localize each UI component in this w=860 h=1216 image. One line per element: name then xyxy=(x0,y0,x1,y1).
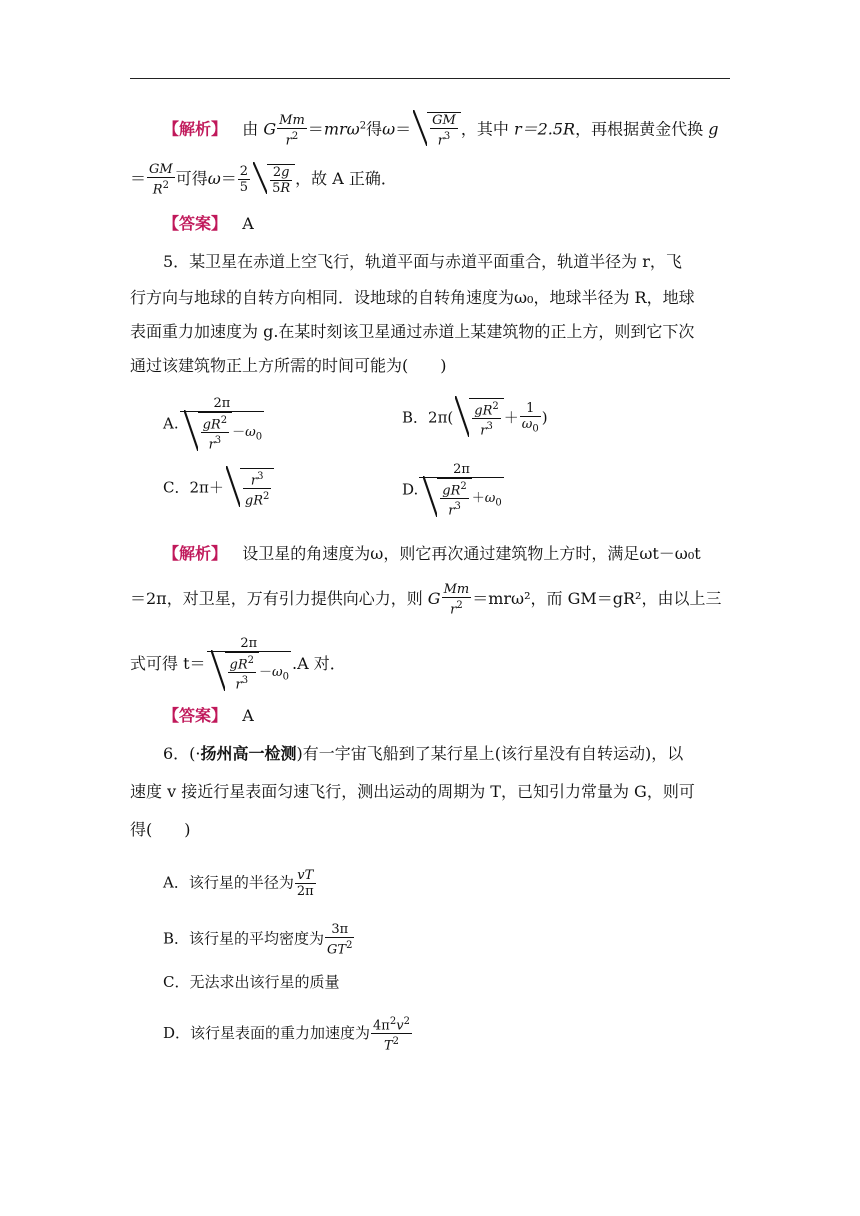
q5-analysis-line1 xyxy=(163,544,763,564)
text: ，再根据黄金代换 xyxy=(575,119,709,139)
text: D. xyxy=(402,480,419,499)
q5-answer xyxy=(163,706,763,726)
text: ，其中 xyxy=(460,119,514,139)
sqrt: $\frac{2g}{5R}$ xyxy=(253,164,295,196)
sqrt: $\frac{GM}{r^3}$ xyxy=(413,112,461,148)
text: B．2π( xyxy=(402,408,454,427)
analysis-label: 【解析】 xyxy=(163,119,228,139)
q5-option-c: C．2π＋ $\frac{r^3}{gR^2}$ xyxy=(163,468,274,509)
q5-line2: 行方向与地球的自转方向相同．设地球的自转角速度为ω₀，地球半径为 R，地球 xyxy=(130,288,695,307)
q6-option-d: D．该行星表面的重力加速度为 $\frac{4\pi^2v^2}{T^2}$ xyxy=(163,1016,410,1054)
text: .A 对． xyxy=(292,653,346,673)
text: )有一宇宙飞船到了某行星上(该行星没有自转运动)，以 xyxy=(296,744,684,763)
text: g xyxy=(708,119,719,139)
answer-label: 【答案】 xyxy=(163,214,228,233)
q5-option-a: A. 2π $\frac{gR^2}{r^3}$ $-\omega_0$ xyxy=(163,396,263,453)
q5-option-d: D. 2π $\frac{gR^2}{r^3}$ $+\omega_0$ xyxy=(402,462,502,519)
q4-analysis-line1: 【解析】 由 G $\frac{Mm}{r^2}$ ＝mrω$^2$得ω＝ $\frac{GM}{r^3}$ ，其中 r＝2.5R，再根据黄金代换 g xyxy=(163,112,719,149)
text: 可得 xyxy=(175,169,208,189)
q6-option-b: B．该行星的平均密度为 $\frac{3\pi}{GT^2}$ xyxy=(163,922,353,958)
text: ，故 A 正确． xyxy=(295,169,397,189)
q6-option-a: A．该行星的半径为 $\frac{vT}{2\pi}$ xyxy=(163,868,314,899)
q6-option-c: C．无法求出该行星的质量 xyxy=(163,973,340,991)
text: ＝ xyxy=(130,169,147,189)
fraction: $\frac{Mm}{r^2}$ xyxy=(279,112,305,148)
header-rule xyxy=(130,78,730,79)
q5-analysis-line3: 式可得 t＝ 2π $\frac{gR^2}{r^3}$ $-\omega_0$ .A 对． xyxy=(130,636,346,693)
text: 得 xyxy=(366,119,383,139)
text: B．该行星的平均密度为 xyxy=(163,929,325,948)
source-label: 扬州高一检测 xyxy=(200,744,297,763)
q6-line3: 得( ) xyxy=(130,820,191,839)
text: C．2π＋ xyxy=(163,478,224,497)
answer-label: 【答案】 xyxy=(163,706,228,725)
text: A．该行星的半径为 xyxy=(163,873,294,892)
text: 由 xyxy=(242,119,264,139)
answer-value: A xyxy=(242,706,254,725)
text: ＝mrω²，而 GM＝gR²，由以上三 xyxy=(472,589,722,609)
text: D．该行星表面的重力加速度为 xyxy=(163,1023,371,1042)
text: ＝2π，对卫星，万有引力提供向心力，则 xyxy=(130,589,428,609)
text: r＝2.5R xyxy=(513,119,576,139)
q6-line2: 速度 v 接近行星表面匀速飞行，测出运动的周期为 T，已知引力常量为 G，则可 xyxy=(130,782,695,801)
text: A. xyxy=(163,414,179,433)
q4-answer xyxy=(163,214,763,234)
text: 6．(· xyxy=(163,744,201,763)
q5-analysis-line2: ＝2π，对卫星，万有引力提供向心力，则 G $\frac{Mm}{r^2}$ ＝mrω²，而 GM＝gR²，由以上三 xyxy=(130,582,722,618)
q5-line4: 通过该建筑物正上方所需的时间可能为( ) xyxy=(130,356,447,375)
q5-line1: 5．某卫星在赤道上空飞行，轨道平面与赤道平面重合，轨道半径为 r，飞 xyxy=(163,252,682,271)
text: 式可得 t＝ xyxy=(130,653,206,673)
fraction: $\frac{GM}{R^2}$ xyxy=(149,162,173,198)
analysis-label: 【解析】 xyxy=(163,544,228,563)
q6-line1 xyxy=(163,744,763,764)
q4-analysis-line2: ＝ $\frac{GM}{R^2}$ 可得ω＝ $\frac{2}{5}$ $\frac{2g}{5R}$ ，故 A 正确． xyxy=(130,162,397,198)
text: 设卫星的角速度为ω，则它再次通过建筑物上方时，满足ωt－ω₀t xyxy=(242,544,701,563)
q5-option-b: B．2π( $\frac{gR^2}{r^3}$ ＋ $\frac{1}{\omega_0}$ ) xyxy=(402,398,548,439)
answer-value: A xyxy=(242,214,254,233)
q5-line3: 表面重力加速度为 g.在某时刻该卫星通过赤道上某建筑物的正上方，则到它下次 xyxy=(130,322,695,341)
